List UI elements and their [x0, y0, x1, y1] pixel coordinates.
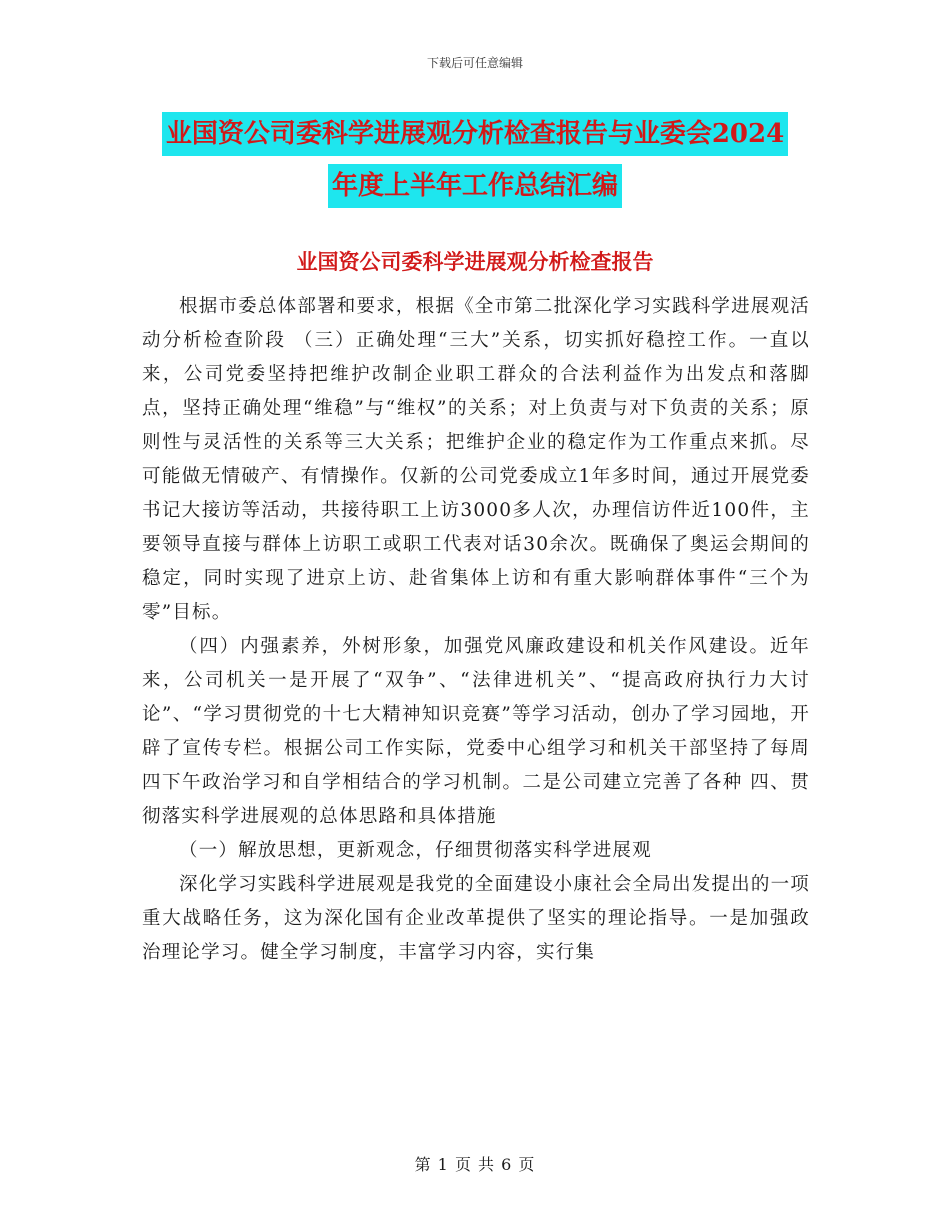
section-title: 业国资公司委科学进展观分析检查报告 [296, 249, 654, 274]
paragraph: （四）内强素养，外树形象，加强党风廉政建设和机关作风建设。近年来，公司机关一是开展了“双争”、“法律进机关”、“提高政府执行力大讨论”、“学习贯彻党的十七大精神知识竞赛”等学习活动，创办了学习园地，开辟了宣传专栏。根据公司工作实际，党委中心组学习和机关干部坚持了每周四下午政治学习和自学相结合的学习机制。二是公司建立完善了各种 四、贯彻落实科学进展观的总体思路和具体措施 [142, 636, 810, 827]
title-line-1: 业国资公司委科学进展观分析检查报告与业委会2024 [162, 112, 788, 156]
paragraph: （一）解放思想，更新观念，仔细贯彻落实科学进展观 [179, 840, 652, 861]
header-note: 下载后可任意编辑 [426, 56, 523, 70]
paragraph: 深化学习实践科学进展观是我党的全面建设小康社会全局出发提出的一项重大战略任务，这为深化国有企业改革提供了坚实的理论指导。一是加强政治理论学习。健全学习制度，丰富学习内容，实行集 [142, 874, 810, 963]
page-number: 第 1 页 共 6 页 [414, 1155, 536, 1174]
title-line-2: 年度上半年工作总结汇编 [328, 164, 622, 208]
document-title [0, 112, 950, 216]
paragraph: 根据市委总体部署和要求，根据《全市第二批深化学习实践科学进展观活动分析检查阶段 （三）正确处理“三大”关系，切实抓好稳控工作。一直以来，公司党委坚持把维护改制企业职工群众的合法利益作为出发点和落脚点，坚持正确处理“维稳”与“维权”的关系；对上负责与对下负责的关系；原则性与灵活性的关系等三大关系；把维护企业的稳定作为工作重点来抓。尽可能做无情破产、有情操作。仅新的公司党委成立1年多时间，通过开展党委书记大接访等活动，共接待职工上访3000多人次，办理信访件近100件，主要领导直接与群体上访职工或职工代表对话30余次。既确保了奥运会期间的稳定，同时实现了进京上访、赴省集体上访和有重大影响群体事件“三个为零”目标。 [142, 296, 810, 623]
body-text [142, 290, 810, 970]
